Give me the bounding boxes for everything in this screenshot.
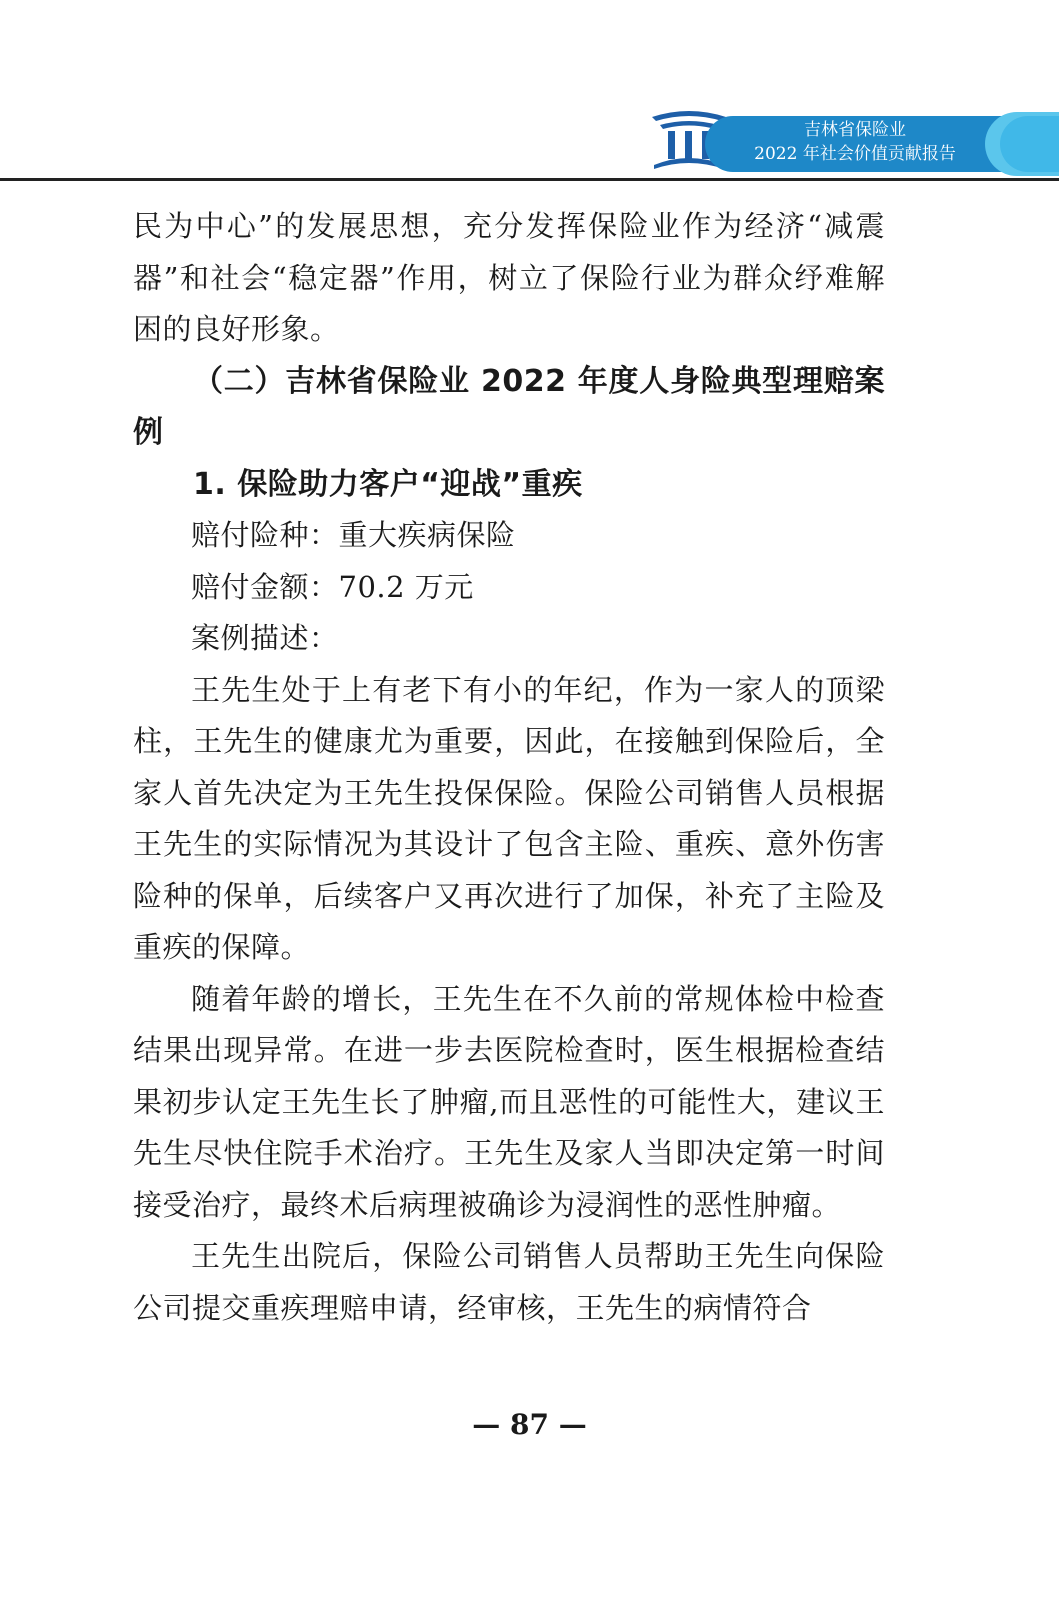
- report-title-line2: 2022 年社会价值贡献报告: [754, 144, 956, 164]
- case-description-label: 案例描述：: [191, 621, 339, 655]
- header-divider: [0, 178, 1059, 181]
- section-heading: （二）吉林省保险业 2022 年度人身险典型理赔案例: [133, 363, 885, 450]
- page-number: — 87 —: [472, 1408, 587, 1441]
- case-paragraph-1: 王先生处于上有老下有小的年纪，作为一家人的顶梁柱，王先生的健康尤为重要，因此，在接触到保险后，全家人首先决定为王先生投保保险。保险公司销售人员根据王先生的实际情况为其设计了包含主险、重疾、意外伤害险种的保单，后续客户又再次进行了加保，补充了主险及重疾的保障。: [133, 672, 885, 964]
- report-title-line1: 吉林省保险业: [804, 120, 906, 140]
- claim-amount: 赔付金额：70.2 万元: [191, 569, 474, 604]
- header-banner-cap-inner: [1000, 116, 1059, 172]
- page-body: [133, 201, 885, 1334]
- report-title: [720, 118, 990, 170]
- case-heading: 1. 保险助力客户“迎战”重疾: [193, 466, 583, 502]
- page-header: [0, 0, 1059, 190]
- case-paragraph-3: 王先生出院后，保险公司销售人员帮助王先生向保险公司提交重疾理赔申请，经审核，王先生的病情符合: [133, 1239, 885, 1325]
- insurance-type: 赔付险种：重大疾病保险: [191, 518, 516, 552]
- intro-paragraph: 民为中心”的发展思想，充分发挥保险业作为经济“减震器”和社会“稳定器”作用，树立了保险行业为群众纾难解困的良好形象。: [133, 209, 885, 346]
- case-paragraph-2: 随着年龄的增长，王先生在不久前的常规体检中检查结果出现异常。在进一步去医院检查时，医生根据检查结果初步认定王先生长了肿瘤,而且恶性的可能性大，建议王先生尽快住院手术治疗。王先生及家人当即决定第一时间接受治疗，最终术后病理被确诊为浸润性的恶性肿瘤。: [133, 981, 885, 1222]
